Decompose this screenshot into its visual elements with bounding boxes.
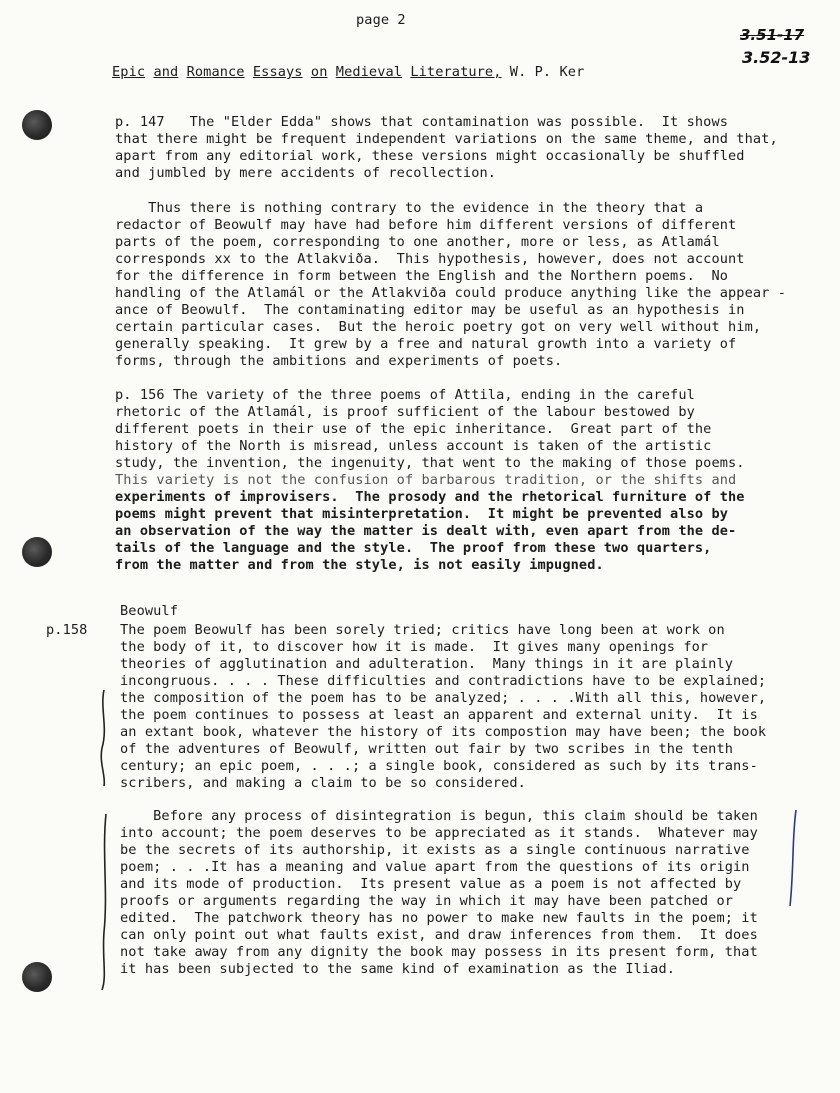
- text-line: handling of the Atlamál or the Atlakviða could produce anything like the appear -: [115, 285, 787, 301]
- text-line: tails of the language and the style. The proof from these two quarters,: [115, 540, 712, 556]
- text-line: history of the North is misread, unless account is taken of the artistic: [115, 438, 712, 454]
- text-line: certain particular cases. But the heroic poetry got on very well without him,: [115, 319, 762, 335]
- text-line: that there might be frequent independent variations on the same theme, and that,: [115, 131, 778, 147]
- title-word-literature: Literature,: [410, 64, 502, 80]
- page-number: page 2: [356, 12, 406, 28]
- text-line: the poem continues to possess at least an apparent and external unity. It is: [120, 707, 758, 723]
- text-line: This variety is not the confusion of barbarous tradition, or the shifts and: [115, 472, 737, 488]
- text-line: the body of it, to discover how it is made. It gives many openings for: [120, 639, 709, 655]
- text-line: Thus there is nothing contrary to the evidence in the theory that a: [115, 200, 704, 216]
- text-line: the composition of the poem has to be analyzed; . . . .With all this, however,: [120, 690, 767, 706]
- text-line: poems might prevent that misinterpretation. It might be prevented also by: [115, 506, 729, 522]
- text-line: experiments of improvisers. The prosody and the rhetorical furniture of the: [115, 489, 745, 505]
- title-word-medieval: Medieval: [335, 64, 403, 80]
- text-line: Before any process of disintegration is begun, this claim should be taken: [120, 808, 758, 824]
- punch-hole-top: [22, 110, 52, 140]
- text-line: generally speaking. It grew by a free and natural growth into a variety of: [115, 336, 737, 352]
- text-line: and jumbled by mere accidents of recollection.: [115, 165, 497, 181]
- text-line: can only point out what faults exist, and draw inferences from them. It does: [120, 927, 758, 943]
- text-line: ance of Beowulf. The contaminating editor may be useful as an hypothesis in: [115, 302, 745, 318]
- text-line: incongruous. . . . These difficulties and contradictions have to be explained;: [120, 673, 767, 689]
- text-line: different poets in their use of the epic inheritance. Great part of the: [115, 421, 712, 437]
- text-line: parts of the poem, corresponding to one another, more or less, as Atlamál: [115, 234, 720, 250]
- text-line: The poem Beowulf has been sorely tried; critics have long been at work on: [120, 622, 725, 638]
- title-author: W. P. Ker: [509, 64, 585, 80]
- text-line: forms, through the ambitions and experiments of poets.: [115, 353, 563, 369]
- text-line: an extant book, whatever the history of its compostion may have been; the book: [120, 724, 767, 740]
- text-line: scribers, and making a claim to be so considered.: [120, 775, 526, 791]
- text-line: it has been subjected to the same kind of examination as the Iliad.: [120, 961, 676, 977]
- section-heading-beowulf: Beowulf: [120, 603, 178, 619]
- text-line: study, the invention, the ingenuity, that went to the making of those poems.: [115, 455, 745, 471]
- text-line: p. 147 The "Elder Edda" shows that contamination was possible. It shows: [115, 114, 729, 130]
- p158-margin-label: p.158: [46, 622, 88, 638]
- margin-line-right-blue: [786, 808, 802, 908]
- text-line: redactor of Beowulf may have had before him different versions of different: [115, 217, 737, 233]
- text-line: theories of agglutination and adulteration. Many things in it are plainly: [120, 656, 734, 672]
- text-line: p. 156 The variety of the three poems of Attila, ending in the careful: [115, 387, 695, 403]
- margin-bracket-left-2: [96, 812, 116, 992]
- text-line: edited. The patchwork theory has no power to make new faults in the poem; it: [120, 910, 758, 926]
- text-line: into account; the poem deserves to be appreciated as it stands. Whatever may: [120, 825, 758, 841]
- text-line: from the matter and from the style, is not easily impugned.: [115, 557, 604, 573]
- text-line: not take away from any dignity the book may possess in its present form, that: [120, 944, 758, 960]
- title-word-romance: Romance: [186, 64, 245, 80]
- text-line: apart from any editorial work, these versions might occasionally be shuffled: [115, 148, 745, 164]
- punch-hole-middle: [22, 537, 52, 567]
- text-line: of the adventures of Beowulf, written out fair by two scribes in the tenth: [120, 741, 734, 757]
- text-line: century; an epic poem, . . .; a single book, considered as such by its trans-: [120, 758, 758, 774]
- text-line: for the difference in form between the English and the Northern poems. No: [115, 268, 729, 284]
- punch-hole-bottom: [22, 962, 52, 992]
- handwritten-ref-struck: 3.51-17: [740, 26, 805, 44]
- title-word-on: on: [310, 64, 328, 80]
- title-word-and: and: [153, 64, 179, 80]
- title-word-epic: Epic: [112, 64, 146, 80]
- text-line: rhetoric of the Atlamál, is proof sufficient of the labour bestowed by: [115, 404, 695, 420]
- text-line: proofs or arguments regarding the way in which it may have been patched or: [120, 893, 734, 909]
- handwritten-ref-current: 3.52-13: [742, 48, 811, 67]
- text-line: an observation of the way the matter is dealt with, even apart from the de-: [115, 523, 737, 539]
- title-word-essays: Essays: [252, 64, 303, 80]
- document-title: [112, 64, 584, 81]
- text-line: corresponds xx to the Atlakviða. This hypothesis, however, does not account: [115, 251, 745, 267]
- margin-bracket-left-1: [96, 688, 116, 788]
- text-line: be the secrets of its authorship, it exists as a single continuous narrative: [120, 842, 750, 858]
- text-line: and its mode of production. Its present value as a poem is not affected by: [120, 876, 742, 892]
- text-line: poem; . . .It has a meaning and value apart from the questions of its origin: [120, 859, 750, 875]
